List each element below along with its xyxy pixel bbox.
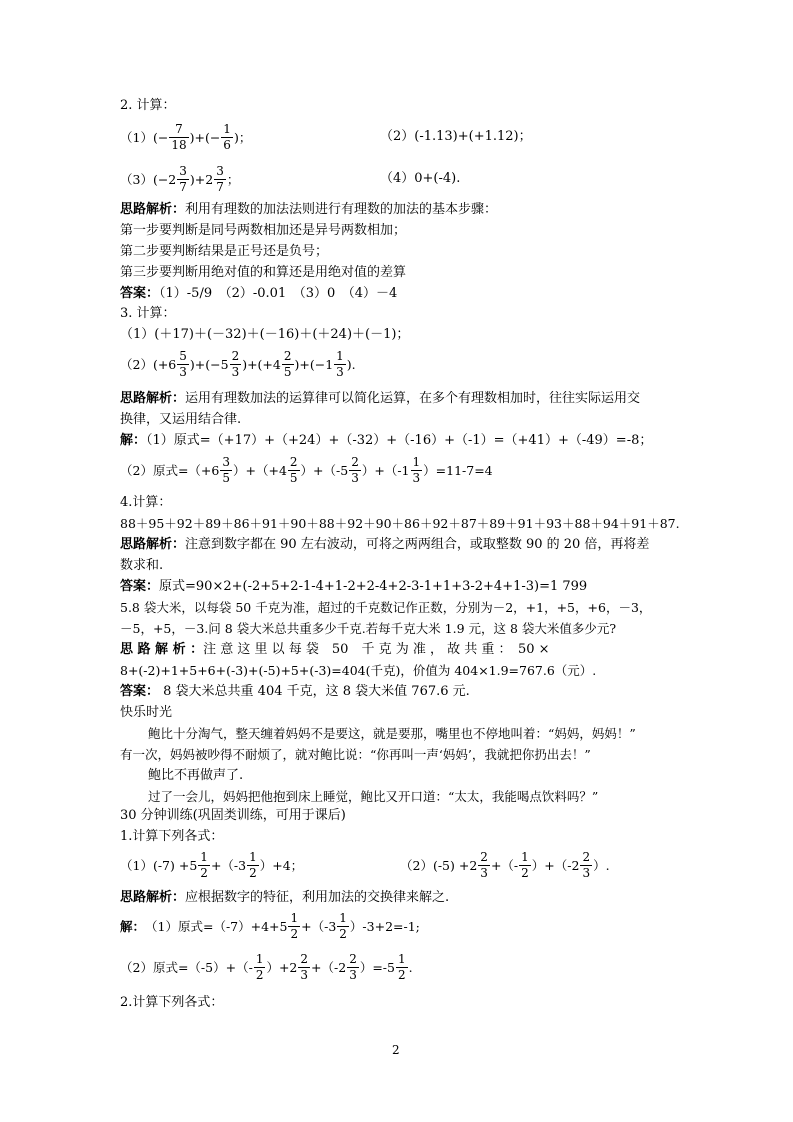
denominator: 6: [223, 137, 231, 152]
q2-i3-mid: )+2: [189, 171, 214, 187]
q2-i3-suffix: ；: [226, 172, 240, 187]
denominator: 3: [412, 470, 421, 485]
q2-i1-prefix: （1）(−: [120, 130, 169, 145]
denominator: 2: [521, 865, 529, 880]
train-s2-part: ）+2: [266, 960, 298, 975]
fun-title: 快乐时光: [120, 705, 173, 720]
fraction: [220, 455, 232, 486]
numerator: 1: [397, 951, 406, 966]
denominator: 2: [290, 926, 299, 941]
fraction: [247, 850, 259, 881]
train-e1-part: （1）(-7) +5: [120, 858, 198, 873]
q3-sol2-part: ）=11-7=4: [423, 463, 493, 478]
train-s1-part: +（-3: [301, 919, 337, 934]
fun-paragraph-4: 过了一会儿，妈妈把他抱到床上睡觉，鲍比又开口道：“太太，我能喝点饮料吗？”: [148, 789, 599, 804]
fraction: [230, 349, 242, 380]
numerator: 1: [336, 348, 344, 363]
fraction: [169, 122, 188, 153]
analysis-text: 注 意 这 里 以 每 袋 50 千 克 为 准 ， 故 共 重 ： 50 ×: [203, 642, 550, 657]
train-e2-part: ）+（-2: [531, 858, 580, 873]
answer-label: 答案：: [120, 684, 160, 699]
numerator: 3: [179, 163, 187, 178]
fraction: [396, 952, 408, 983]
answer-label: 答案：: [120, 579, 160, 594]
q4-title: 4.计算：: [120, 495, 172, 510]
q3-analysis-1: [120, 390, 640, 408]
q3-item2-part: （2）(+6: [120, 357, 177, 372]
fraction: [288, 911, 300, 942]
analysis-label: 思路解析：: [120, 890, 186, 905]
q4-expression: 88＋95＋92＋89＋86＋91＋90＋88＋92＋90＋86＋92＋87＋89＋91＋93＋88＋94＋91＋87.: [120, 516, 680, 531]
fraction: [334, 349, 346, 380]
q2-answer: [120, 285, 397, 303]
q4-answer: [120, 578, 587, 596]
denominator: 2: [397, 967, 406, 982]
q2-item-2: （2）(-1.13)+(+1.12)；: [380, 129, 532, 144]
numerator: 2: [231, 348, 240, 363]
solution-label: 解：: [120, 433, 147, 448]
denominator: 2: [249, 865, 257, 880]
q3-item2-part: )+(−5: [189, 356, 229, 372]
fraction: [254, 952, 266, 983]
numerator: 1: [255, 951, 264, 966]
analysis-label: 思路解析：: [120, 391, 186, 406]
numerator: 1: [290, 910, 299, 925]
training-q2-title: 2.计算下列各式：: [120, 995, 224, 1010]
analysis-text: 利用有理数的加法法则进行有理数的加法的基本步骤：: [185, 202, 498, 217]
numerator: 2: [289, 454, 298, 469]
numerator: 5: [179, 348, 187, 363]
fraction: [347, 952, 359, 983]
denominator: 2: [339, 926, 347, 941]
fraction: [349, 455, 361, 486]
training-q1-expr-1: [120, 846, 303, 884]
q3-solution-2: [120, 451, 493, 489]
denominator: 3: [349, 967, 357, 982]
q2-item-4: （4）0+(-4).: [380, 171, 461, 186]
q2-step-1: 第一步要判断是同号两数相加还是异号两数相加；: [120, 223, 407, 238]
q3-sol2-part: ）+（-1: [361, 463, 410, 478]
numerator: 2: [283, 348, 292, 363]
training-solution-2: [120, 948, 413, 986]
training-q1-title: 1.计算下列各式：: [120, 829, 224, 844]
train-s2-part: （2）原式=（-5）+（-: [120, 960, 253, 975]
fraction: [177, 164, 189, 195]
denominator: 5: [222, 470, 230, 485]
train-s2-part: +（-2: [311, 960, 347, 975]
solution-label: 解：: [120, 919, 146, 934]
fraction: [221, 122, 233, 153]
denominator: 3: [231, 364, 240, 379]
q3-item2-part: )+(−1: [294, 356, 334, 372]
fraction: [198, 850, 210, 881]
q2-i1-mid: )+(−: [189, 129, 221, 145]
solution-text: （1）原式=（+17）+（+24）+（-32）+（-16）+（-1）=（+41）+（-49）=-8；: [146, 433, 653, 448]
fraction: [288, 455, 300, 486]
q3-sol2-part: ）+（-5: [300, 463, 349, 478]
analysis-label: 思路解析：: [120, 537, 186, 552]
denominator: 3: [480, 865, 488, 880]
analysis-text: 应根据数字的特征，利用加法的交换律来解之.: [185, 890, 450, 905]
denominator: 3: [351, 470, 359, 485]
train-e1-part: ）+4；: [259, 858, 304, 873]
fraction: [177, 349, 189, 380]
analysis-label: 思路解析：: [120, 202, 186, 217]
analysis-text: 运用有理数加法的运算律可以简化运算，在多个有理数相加时，往往实际运用交: [185, 391, 641, 406]
numerator: 2: [480, 849, 488, 864]
denominator: 3: [582, 865, 591, 880]
training-analysis: [120, 889, 449, 907]
fraction: [580, 850, 592, 881]
numerator: 1: [200, 849, 208, 864]
numerator: 3: [222, 454, 230, 469]
denominator: 7: [216, 179, 224, 194]
q2-item-3: [120, 160, 239, 198]
numerator: 2: [300, 951, 309, 966]
train-s2-part: ）=-5: [359, 960, 395, 975]
train-e2-part: +（-: [490, 858, 519, 873]
fraction: [411, 455, 423, 486]
analysis-text: 注意到数字都在 90 左右波动，可将之两两组合，或取整数 90 的 20 倍，再将差: [185, 537, 650, 552]
train-s1-part: ）-3+2=-1;: [349, 919, 420, 934]
numerator: 1: [249, 849, 257, 864]
denominator: 7: [179, 179, 187, 194]
denominator: 2: [255, 967, 264, 982]
numerator: 2: [582, 849, 591, 864]
numerator: 7: [169, 122, 188, 138]
q3-item2-part: ).: [346, 356, 356, 372]
train-e1-part: +（-3: [210, 858, 247, 873]
train-s1-part: （1）原式=（-7）+4+5: [145, 919, 288, 934]
denominator: 18: [171, 137, 187, 152]
train-s2-part: .: [408, 959, 413, 975]
analysis-label: 思 路 解 析 ：: [120, 642, 204, 657]
numerator: 1: [339, 910, 347, 925]
q5-analysis-1: [120, 641, 550, 659]
training-solution-1: [120, 907, 420, 945]
numerator: 1: [521, 849, 529, 864]
q2-item-1: [120, 118, 251, 156]
denominator: 5: [283, 364, 292, 379]
fraction: [214, 164, 226, 195]
answer-label: 答案：: [120, 286, 160, 301]
denominator: 2: [200, 865, 208, 880]
q3-item-1: （1）(＋17)＋(－32)＋(－16)＋(＋24)＋(－1)；: [120, 327, 410, 342]
q2-step-2: 第二步要判断结果是正号还是负号；: [120, 244, 329, 259]
q3-title: 3. 计算：: [120, 306, 176, 321]
q2-analysis: [120, 201, 497, 219]
fun-paragraph-3: 鲍比不再做声了.: [148, 768, 244, 783]
q3-item-2: [120, 345, 356, 383]
q5-line-2: －5，+5，－3.问 8 袋大米总共重多少千克.若每千克大米 1.9 元，这 8 袋大米值多少元?: [120, 621, 617, 636]
denominator: 5: [289, 470, 298, 485]
numerator: 1: [223, 121, 231, 136]
numerator: 3: [216, 163, 224, 178]
numerator: 2: [349, 951, 357, 966]
q4-analysis-2: 数求和.: [120, 558, 164, 573]
numerator: 2: [351, 454, 359, 469]
q2-title: 2. 计算：: [120, 98, 176, 113]
q5-analysis-2: 8+(-2)+1+5+6+(-3)+(-5)+5+(-3)=404(千克)，价值为 404×1.9=767.6（元）.: [120, 663, 597, 678]
q2-i1-suffix: )；: [233, 130, 252, 145]
fraction: [519, 850, 531, 881]
train-e2-part: ）.: [593, 858, 610, 873]
denominator: 3: [179, 364, 187, 379]
q2-i3-prefix: （3）(−2: [120, 172, 177, 187]
q2-step-3: 第三步要判断用绝对值的和算还是用绝对值的差算: [120, 265, 407, 280]
training-q1-expr-2: [400, 846, 610, 884]
answer-text: （1）-5/9 （2）-0.01 （3）0 （4）－4: [159, 286, 398, 301]
answer-text: 原式=90×2+(-2+5+2-1-4+1-2+2-4+2-3-1+1+3-2+4+1-3)=1 799: [159, 579, 588, 594]
training-title: 30 分钟训练(巩固类训练，可用于课后): [120, 808, 346, 823]
page-number: 2: [392, 1043, 400, 1057]
fun-paragraph-1: 鲍比十分淘气，整天缠着妈妈不是要这，就是要那，嘴里也不停地叫着：“妈妈，妈妈！”: [148, 726, 636, 741]
q3-sol2-part: （2）原式=（+6: [120, 463, 220, 478]
denominator: 3: [336, 364, 344, 379]
q5-line-1: 5.8 袋大米，以每袋 50 千克为准，超过的千克数记作正数，分别为－2，+1，+5，+6，－3，: [120, 600, 652, 615]
fun-paragraph-2: 有一次，妈妈被吵得不耐烦了，就对鲍比说：“你再叫一声‘妈妈’，我就把你扔出去！”: [120, 747, 591, 762]
q3-analysis-2: 换律，又运用结合律.: [120, 412, 242, 427]
q4-analysis-1: [120, 536, 649, 554]
answer-text: 8 袋大米总共重 404 千克，这 8 袋大米值 767.6 元.: [159, 684, 470, 699]
fraction: [337, 911, 349, 942]
numerator: 1: [412, 454, 421, 469]
q5-answer: [120, 683, 470, 701]
fraction: [282, 349, 294, 380]
fraction: [298, 952, 310, 983]
q3-item2-part: )+(+4: [242, 356, 281, 372]
fraction: [478, 850, 490, 881]
denominator: 3: [300, 967, 309, 982]
q3-solution-1: [120, 432, 652, 450]
q3-sol2-part: ）+（+4: [233, 463, 287, 478]
train-e2-part: （2）(-5) +2: [400, 858, 478, 873]
